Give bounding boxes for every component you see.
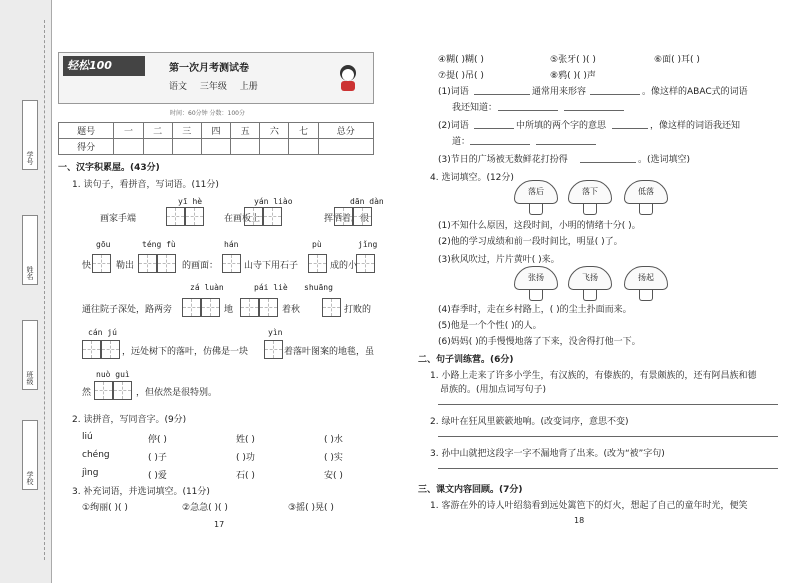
binding-strip [0, 0, 52, 583]
score-header-row: 题号 一 二 三 四 五 六 七 总分 [59, 123, 374, 139]
student-id-field[interactable]: 学号 [22, 100, 38, 170]
school-field[interactable]: 学校 [22, 420, 38, 490]
word-mushroom: 飞扬 [568, 266, 612, 302]
score-value-row: 得分 [59, 139, 374, 155]
page-left: 轻松100 第一次月考测试卷 语文 三年级 上册 时间：60分钟 分数：100分 题号 一 二 三 四 五 六 七 总分 得分 一、汉字积累屋。(43分) 1. 读句子，看拼音，写词语。(11分) yī hè yán liào dān dàn 画家手端 在画板上 挥洒着。很 gōu téng fù hán pù jǐng 快 勒出 的画面： 山寺下用石子 成的小 zá luàn pái liè shuāng 通往院子深处，路两旁 地 着秋 打败的 cán jú yìn ，远处树下的落叶，仿佛是一块 着落叶图案的地毯，虽 nuò guì 然 ，但依然是很特别。 2. 读拼音，写同音字。(9分) liú 停( ) 姓( ) ( )水 chéng ( )子 ( )功 ( )实 jìng ( )爱 石( ) 安( ) 3. 补充词语，并选词填空。(11分) ①绚丽( )( ) ②急急( )( ) ③摇( )晃( ) 17 [58, 0, 388, 583]
score-table [58, 122, 374, 155]
logo: 轻松100 [63, 56, 145, 76]
question-1-2: 2. 读拼音，写同音字。(9分) [72, 415, 187, 425]
word-mushroom: 落后 [514, 180, 558, 216]
section-3-title: 三、课文内容回顾。(7分) [418, 485, 523, 495]
question-1-1: 1. 读句子，看拼音，写词语。(11分) [72, 180, 219, 190]
section-2-title: 二、句子训练营。(6分) [418, 355, 514, 365]
mascot-icon [331, 61, 365, 95]
name-field[interactable]: 姓名 [22, 215, 38, 285]
exam-header [58, 52, 374, 104]
word-mushroom: 张扬 [514, 266, 558, 302]
word-mushroom: 落下 [568, 180, 612, 216]
word-mushroom: 低落 [624, 180, 668, 216]
class-field[interactable]: 班级 [22, 320, 38, 390]
page-number-right: 18 [574, 516, 585, 525]
exam-title: 第一次月考测试卷 [169, 63, 249, 74]
cut-line [44, 20, 45, 560]
exam-info: 时间：60分钟 分数：100分 [170, 110, 245, 117]
section-1-title: 一、汉字积累屋。(43分) [58, 163, 160, 173]
page-number-left: 17 [214, 520, 225, 529]
word-mushroom: 扬起 [624, 266, 668, 302]
question-1-3: 3. 补充词语，并选词填空。(11分) [72, 487, 210, 497]
exam-subtitle: 语文 三年级 上册 [169, 82, 258, 92]
question-1-4: 4. 选词填空。(12分) [430, 173, 514, 183]
page-right: ④糊( )糊( ) ⑤张牙( )( ) ⑥面( )耳( ) ⑦提( )吊( ) ⑧鸦( )( )声 (1)词语 通常用来形容 。像这样的ABAC式的词语 我还知道： (2)词语 中所填的两个字的意思 ，像这样的词语我还知 道： (3)节日的广场被无数鲜花打扮得 。(选词填空) 4. 选词填空。(12分) 落后 落下 低落 (1)不知什么原因，这段时间，小明的情绪十分( )。 (2)他的学习成绩和前一段时间比，明显( )了。 (3)秋风吹过，片片黄叶( )来。 张扬 飞扬 扬起 (4)春季时，走在乡村路上，( )的尘土扑面而来。 (5)他是一个个性( )的人。 (6)妈妈( )的手慢慢地落了下来，没舍得打他一下。 二、句子训练营。(6分) 1. 小路上走来了许多小学生，有汉族的，有傣族的，有景颇族的，还有阿昌族和德 昂族的。(用加点词写句子) 2. 绿叶在狂风里簌簌地响。(改变词序，意思不变) 3. 孙中山就把这段字一字不漏地背了出来。(改为“被”字句) 三、课文内容回顾。(7分) 1. 客游在外的诗人叶绍翁看到远处篱笆下的灯火，想起了自己的童年时光，便笑 18 [418, 0, 790, 583]
